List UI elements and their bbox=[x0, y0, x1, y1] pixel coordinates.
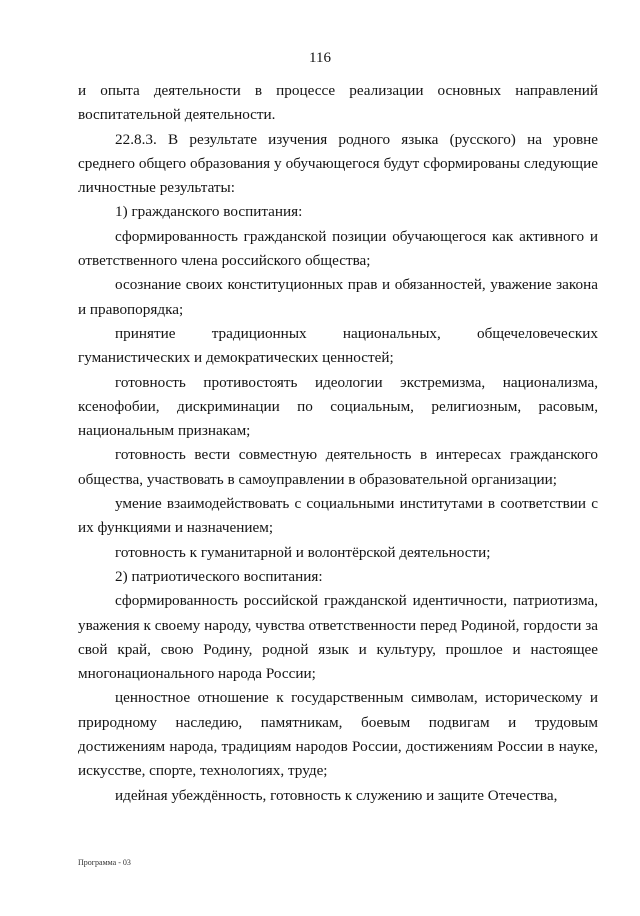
page-footer: Программа - 03 bbox=[78, 858, 131, 867]
list-item: сформированность российской гражданской идентичности, патриотизма, уважения к своему народу, чувства ответственности перед Родиной, гордости за свой край, свою Родину, родной язык и культуру, прошлое и настоящее многонационального народа России; bbox=[78, 592, 598, 683]
list-item: принятие традиционных национальных, общечеловеческих гуманистических и демократических ценностей; bbox=[78, 324, 598, 367]
list-item: готовность противостоять идеологии экстремизма, национализма, ксенофобии, дискриминации по социальным, религиозным, расовым, национальным признакам; bbox=[78, 373, 598, 440]
list-item: готовность к гуманитарной и волонтёрской деятельности; bbox=[115, 543, 491, 561]
paragraph-continuation: и опыта деятельности в процессе реализации основных направлений воспитательной деятельности. bbox=[78, 82, 598, 124]
page-number: 116 bbox=[309, 50, 331, 66]
paragraph-section-intro: 22.8.3. В результате изучения родного языка (русского) на уровне среднего общего образования у обучающегося будут сформированы следующие личностные результаты: bbox=[78, 130, 598, 197]
list-item: ценностное отношение к государственным символам, историческому и природному наследию, памятникам, боевым подвигам и трудовым достижениям народа, традициям народов России, достижениям России в науке, искусстве, спорте, технологиях, труде; bbox=[78, 689, 598, 780]
list-item: идейная убеждённость, готовность к служению и защите Отечества, bbox=[115, 786, 558, 804]
list-heading-civic-education: 1) гражданского воспитания: bbox=[115, 203, 303, 221]
list-heading-patriotic-education: 2) патриотического воспитания: bbox=[115, 567, 323, 585]
list-item: готовность вести совместную деятельность в интересах гражданского общества, участвовать в самоуправлении в образовательной организации; bbox=[78, 446, 598, 488]
list-item: осознание своих конституционных прав и обязанностей, уважение закона и правопорядка; bbox=[78, 276, 598, 318]
list-item: сформированность гражданской позиции обучающегося как активного и ответственного члена российского общества; bbox=[78, 227, 598, 270]
page-body bbox=[78, 79, 598, 808]
list-item: умение взаимодействовать с социальными институтами в соответствии с их функциями и назначением; bbox=[78, 495, 598, 537]
